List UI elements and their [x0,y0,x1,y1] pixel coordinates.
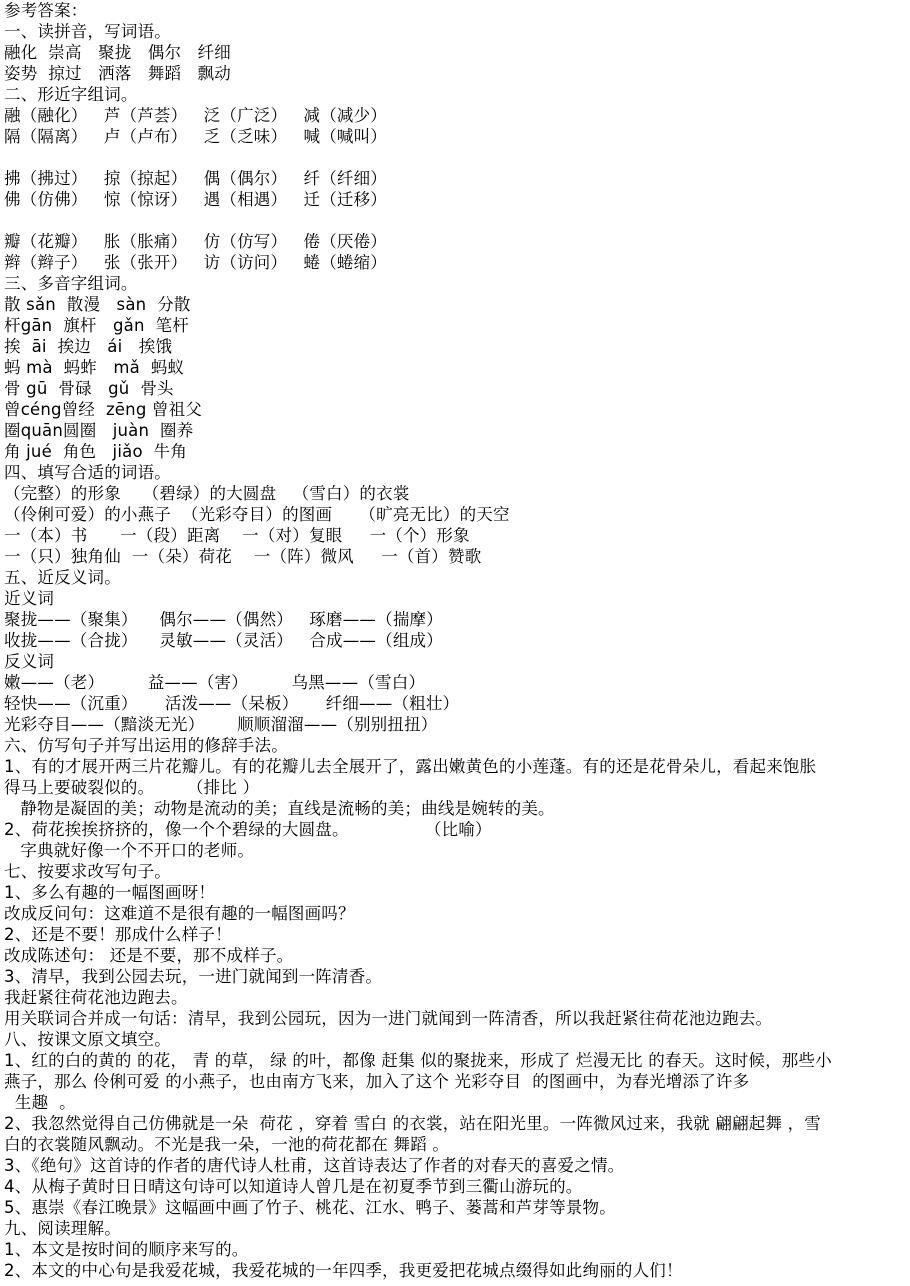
text-line: 生趣 。 [4,1093,76,1112]
text-line: 1、红的白的黄的 的花， 青 的草， 绿 的叶，都像 赶集 似的聚拢来，形成了 烂漫无比 的春天。这时候，那些小 [4,1051,832,1070]
text-line: 我赶紧往荷花池边跑去。 [4,988,188,1007]
text-line: 圈quān圆圈 juàn 圈养 [4,421,194,440]
text-line: 骨 gū 骨碌 gǔ 骨头 [4,379,174,398]
text-line: 字典就好像一个不开口的老师。 [4,841,255,860]
text-line: 用关联词合并成一句话：清早，我到公园玩，因为一进门就闻到一阵清香，所以我赶紧往荷花池边跑去。 [4,1009,773,1028]
text-line: 五、近反义词。 [4,568,121,587]
text-line: 近义词 [4,589,55,608]
text-line: 九、阅读理解。 [4,1219,121,1238]
text-line: 二、形近字组词。 [4,85,138,104]
blank-line [4,210,908,231]
blank-line [4,147,908,168]
text-line: 姿势 掠过 洒落 舞蹈 飘动 [4,64,231,83]
text-line: （伶俐可爱）的小燕子 （光彩夺目）的图画 （旷亮无比）的天空 [4,505,510,524]
text-line: 参考答案： [4,1,88,20]
text-line: 轻快——（沉重） 活泼——（呆板） 纤细——（粗壮） [4,694,460,713]
text-line: 佛（仿佛） 惊（惊讶） 遇（相遇） 迁（迁移） [4,190,388,209]
text-line: 四、填写合适的词语。 [4,463,171,482]
text-line: 六、仿写句子并写出运用的修辞手法。 [4,736,288,755]
text-line: 一（本）书 一（段）距离 一（对）复眼 一（个）形象 [4,526,470,545]
text-line: 燕子，那么 伶俐可爱 的小燕子，也由南方飞来，加入了这个 光彩夺目 的图画中，为春光增添了许多 [4,1072,750,1091]
text-line: 2、本文的中心句是我爱花城，我爱花城的一年四季，我更爱把花城点缀得如此绚丽的人们！ [4,1261,683,1280]
text-line: 嫩——（老） 益——（害） 乌黑——（雪白） [4,673,426,692]
text-line: 得马上要破裂似的。 （排比 ） [4,778,260,797]
text-line: 散 sǎn 散漫 sàn 分散 [4,295,191,314]
text-line: 改成反问句：这难道不是很有趣的一幅图画吗？ [4,904,355,923]
text-line: 八、按课文原文填空。 [4,1030,171,1049]
text-line: 挨 āi 挨边 ái 挨饿 [4,337,173,356]
text-line: 聚拢——（聚集） 偶尔——（偶然） 琢磨——（揣摩） [4,610,443,629]
text-line: 辫（辫子） 张（张开） 访（访问） 蜷（蜷缩） [4,253,388,272]
text-line: 杆gān 旗杆 gǎn 笔杆 [4,316,189,335]
text-line: 一、读拼音，写词语。 [4,22,171,41]
text-line: 白的衣裳随风飘动。不光是我一朵，一池的荷花都在 舞蹈 。 [4,1135,450,1154]
text-line: 1、本文是按时间的顺序来写的。 [4,1240,249,1259]
answer-document [4,0,908,1281]
text-line: 七、按要求改写句子。 [4,862,171,881]
text-line: 4、从梅子黄时日日晴这句诗可以知道诗人曾几是在初夏季节到三衢山游玩的。 [4,1177,583,1196]
text-line: 蚂 mà 蚂蚱 mǎ 蚂蚁 [4,358,185,377]
text-line: （完整）的形象 （碧绿）的大圆盘 （雪白）的衣裳 [4,484,410,503]
text-line: 融（融化） 芦（芦荟） 泛（广泛） 减（减少） [4,106,388,125]
text-line: 三、多音字组词。 [4,274,138,293]
text-line: 曾céng曾经 zēng 曾祖父 [4,400,203,419]
text-line: 5、惠崇《春江晚景》这幅画中画了竹子、桃花、江水、鸭子、蒌蒿和芦芽等景物。 [4,1198,616,1217]
text-line: 隔（隔离） 卢（卢布） 乏（乏味） 喊（喊叫） [4,127,388,146]
text-line: 光彩夺目——（黯淡无光） 顺顺溜溜——（别别扭扭） [4,715,438,734]
text-line: 改成陈述句： 还是不要，那不成样子。 [4,946,294,965]
text-line: 瓣（花瓣） 胀（胀痛） 仿（仿写） 倦（厌倦） [4,232,388,251]
text-line: 融化 崇高 聚拢 偶尔 纤细 [4,43,231,62]
text-line: 3、《绝句》这首诗的作者的唐代诗人杜甫，这首诗表达了作者的对春天的喜爱之情。 [4,1156,625,1175]
text-line: 角 jué 角色 jiǎo 牛角 [4,442,188,461]
text-line: 2、我忽然觉得自己仿佛就是一朵 荷花 ，穿着 雪白 的衣裳，站在阳光里。一阵微风过来，我就 翩翩起舞 ，雪 [4,1114,822,1133]
text-line: 1、多么有趣的一幅图画呀！ [4,883,216,902]
text-line: 反义词 [4,652,55,671]
text-line: 2、荷花挨挨挤挤的，像一个个碧绿的大圆盘。 （比喻） [4,820,492,839]
text-line: 一（只）独角仙 一（朵）荷花 一（阵）微风 一（首）赞歌 [4,547,482,566]
text-line: 2、还是不要！那成什么样子！ [4,925,232,944]
text-line: 静物是凝固的美；动物是流动的美；直线是流畅的美；曲线是婉转的美。 [4,799,555,818]
text-line: 收拢——（合拢） 灵敏——（灵活） 合成——（组成） [4,631,443,650]
text-line: 3、清早，我到公园去玩，一进门就闻到一阵清香。 [4,967,383,986]
text-line: 拂（拂过） 掠（掠起） 偶（偶尔） 纤（纤细） [4,169,388,188]
text-line: 1、有的才展开两三片花瓣儿。有的花瓣儿去全展开了，露出嫩黄色的小莲蓬。有的还是花骨朵儿，看起来饱胀 [4,757,817,776]
